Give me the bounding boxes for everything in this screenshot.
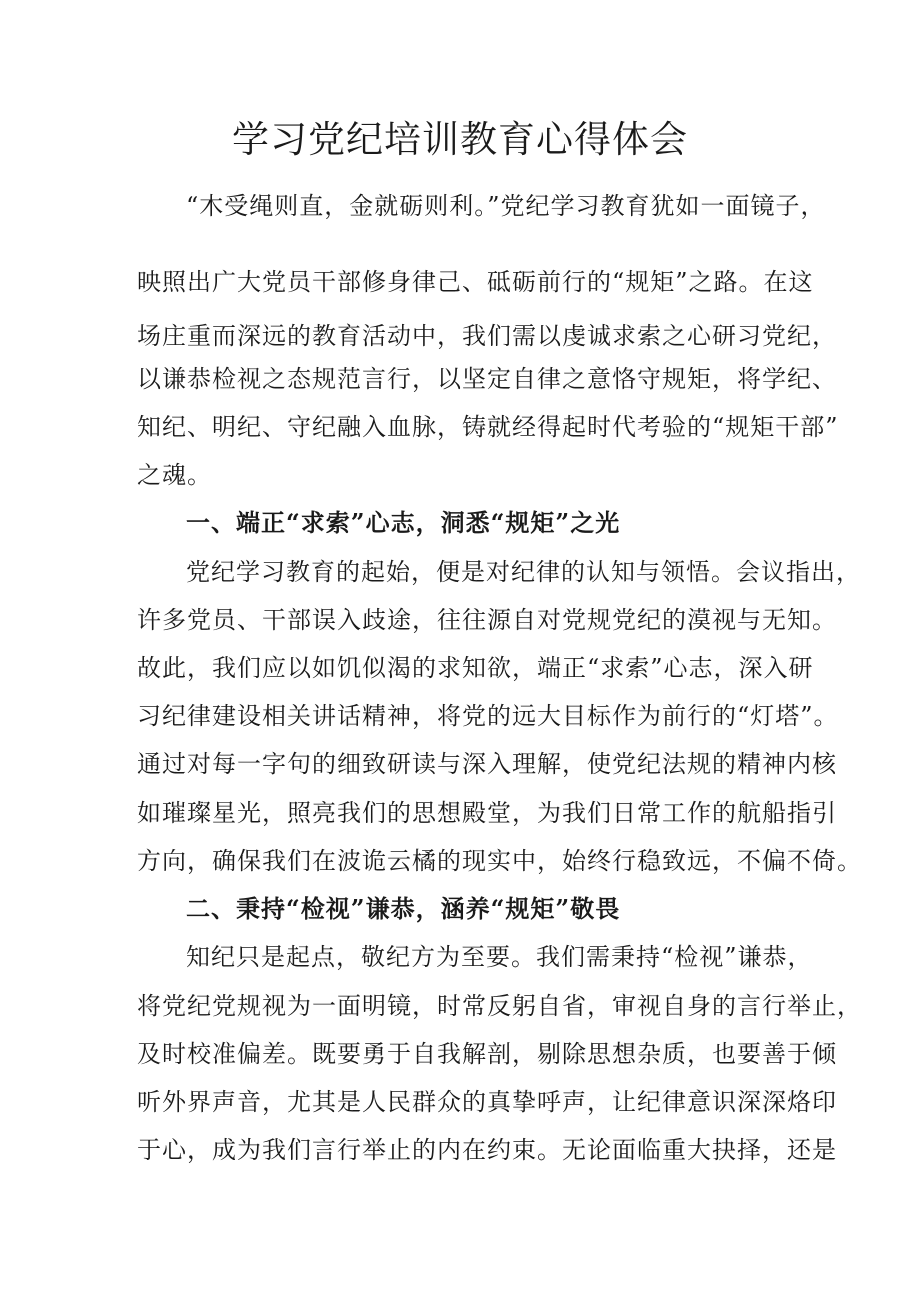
section2-heading: 二、秉持“检视”谦恭，涵养“规矩”敬畏 (186, 894, 621, 923)
section1-line-7: 方向，确保我们在波诡云橘的现实中，始终行稳致远，不偏不倚。 (137, 847, 862, 875)
section2-line-3: 及时校准偏差。既要勇于自我解剖，剔除思想杂质，也要善于倾 (137, 1040, 837, 1068)
section2-line-2: 将党纪党规视为一面明镜，时常反躬自省，审视自身的言行举止， (137, 992, 862, 1020)
section1-line-5: 通过对每一字句的细致研读与深入理解，使党纪法规的精神内核 (137, 750, 837, 778)
section1-line-3: 故此，我们应以如饥似渴的求知欲，端正“求索”心志，深入研 (137, 654, 814, 682)
document-title: 学习党纪培训教育心得体会 (232, 118, 688, 161)
intro-line-2: 映照出广大党员干部修身律己、砥砺前行的“规矩”之路。在这 (137, 268, 814, 296)
section2-line-1: 知纪只是起点，敬纪方为至要。我们需秉持“检视”谦恭， (186, 943, 813, 971)
section1-line-6: 如璀璨星光，照亮我们的思想殿堂，为我们日常工作的航船指引 (137, 799, 837, 827)
section1-line-1: 党纪学习教育的起始，便是对纪律的认知与领悟。会议指出， (186, 558, 861, 586)
intro-line-3: 场庄重而深远的教育活动中，我们需以虔诚求索之心研习党纪， (137, 322, 837, 350)
section2-line-4: 听外界声音，尤其是人民群众的真挚呼声，让纪律意识深深烙印 (137, 1088, 837, 1116)
section1-heading: 一、端正“求索”心志，洞悉“规矩”之光 (186, 508, 621, 537)
intro-line-1: “木受绳则直，金就砺则利。”党纪学习教育犹如一面镜子， (186, 192, 826, 220)
intro-line-6: 之魂。 (137, 461, 212, 489)
intro-line-5: 知纪、明纪、守纪融入血脉，铸就经得起时代考验的“规矩干部” (137, 413, 839, 441)
section2-line-5: 于心，成为我们言行举止的内在约束。无论面临重大抉择，还是 (137, 1136, 837, 1164)
intro-line-4: 以谦恭检视之态规范言行，以坚定自律之意恪守规矩，将学纪、 (137, 365, 837, 393)
section1-line-2: 许多党员、干部误入歧途，往往源自对党规党纪的漠视与无知。 (137, 606, 837, 634)
section1-line-4: 习纪律建设相关讲话精神，将党的远大目标作为前行的“灯塔”。 (137, 702, 839, 730)
